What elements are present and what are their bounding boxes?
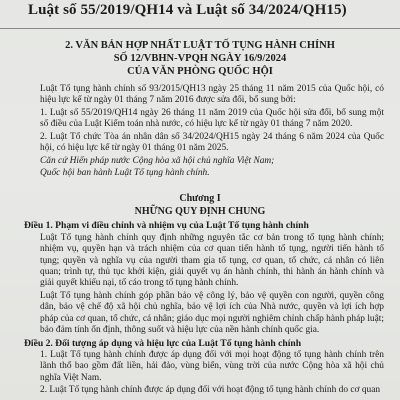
intro-text-1: Luật Tố tụng hành chính số 93/2015/QH13 ngày 25 tháng 11 năm 2015 của Quốc hội, có hiệu lực kể từ ngày 01 tháng 7 năm 2016 được sửa đổi, bổ sung bởi: (40, 84, 384, 106)
intro-paragraph-2 (24, 108, 384, 131)
article-1-paragraph-1 (24, 233, 384, 289)
section-heading-line3: CỦA VĂN PHÒNG QUỐC HỘI (127, 66, 273, 77)
page-header-title: Luật số 55/2019/QH14 và Luật số 34/2024/QH15) (28, 2, 347, 18)
intro-text-4: Căn cứ Hiến pháp nước Cộng hòa xã hội chủ nghĩa Việt Nam; (40, 156, 275, 166)
article-1-paragraph-2 (24, 291, 384, 336)
article-1-text-2: Luật Tố tụng hành chính góp phần bảo vệ công lý, bảo vệ quyền con người, quyền công dân, bảo vệ chế độ xã hội chủ nghĩa, bảo vệ lợi ích của Nhà nước, quyền và lợi ích hợp pháp của cơ quan, tổ chức, cá nhân; giáo dục mọi người nghiêm chỉnh chấp hành pháp luật; bảo đảm tính ổn định, thông suốt và hiệu lực của nền hành chính quốc gia. (40, 291, 384, 335)
intro-text-5: Quốc hội ban hành Luật Tố tụng hành chính. (40, 168, 210, 178)
article-2-paragraph-2 (24, 385, 384, 396)
section-heading-line1: 2. VĂN BẢN HỢP NHẤT LUẬT TỐ TỤNG HÀNH CHÍNH (65, 40, 335, 51)
chapter-number: Chương I (179, 193, 221, 204)
article-1-text-1: Luật Tố tụng hành chính quy định những nguyên tắc cơ bản trong tố tụng hành chính; nhiệm vụ, quyền hạn và trách nhiệm của cơ quan tiến hành tố tụng, người tiến hành tố tụng; quyền và nghĩa vụ của người tham gia tố tụng, cơ quan, tổ chức, cá nhân có liên quan; trình tự, thủ tục khởi kiện, giải quyết vụ án hành chính, thi hành án hành chính và giải quyết khiếu nại, tố cáo trong tố tụng hành chính. (40, 233, 384, 289)
article-2-heading: Điều 2. Đối tượng áp dụng và hiệu lực của Luật Tố tụng hành chính (24, 338, 302, 349)
intro-paragraph-3 (24, 132, 384, 155)
intro-paragraph-1 (24, 84, 384, 107)
intro-text-3: 2. Luật Tổ chức Tòa án nhân dân số 34/2024/QH15 ngày 24 tháng 6 năm 2024 của Quốc hội, có hiệu lực kể từ ngày 01 tháng 01 năm 2025. (40, 132, 384, 154)
article-1-heading: Điều 1. Phạm vi điều chỉnh và nhiệm vụ của Luật Tố tụng hành chính (24, 220, 309, 231)
article-2-paragraph-1 (24, 350, 384, 384)
header-divider (0, 28, 400, 29)
intro-text-2: 1. Luật số 55/2019/QH14 ngày 26 tháng 11 năm 2019 của Quốc hội sửa đổi, bổ sung một số điều của Luật Kiểm toán nhà nước, có hiệu lực kể từ ngày 01 tháng 7 năm 2020. (40, 108, 384, 130)
article-2-text-1: 1. Luật Tố tụng hành chính được áp dụng đối với mọi hoạt động tố tụng hành chính trên lãnh thổ bao gồm đất liền, hải đảo, vùng biển, vùng trời của nước Cộng hòa xã hội chủ nghĩa Việt Nam. (40, 350, 384, 383)
section-heading-line2: SỐ 12/VBHN-VPQH NGÀY 16/9/2024 (113, 53, 287, 64)
article-2-text-2: 2. Luật Tố tụng hành chính được áp dụng đối với hoạt động tố tụng hành chính do cơ quan (40, 385, 381, 395)
chapter-title: NHỮNG QUY ĐỊNH CHUNG (134, 206, 266, 217)
